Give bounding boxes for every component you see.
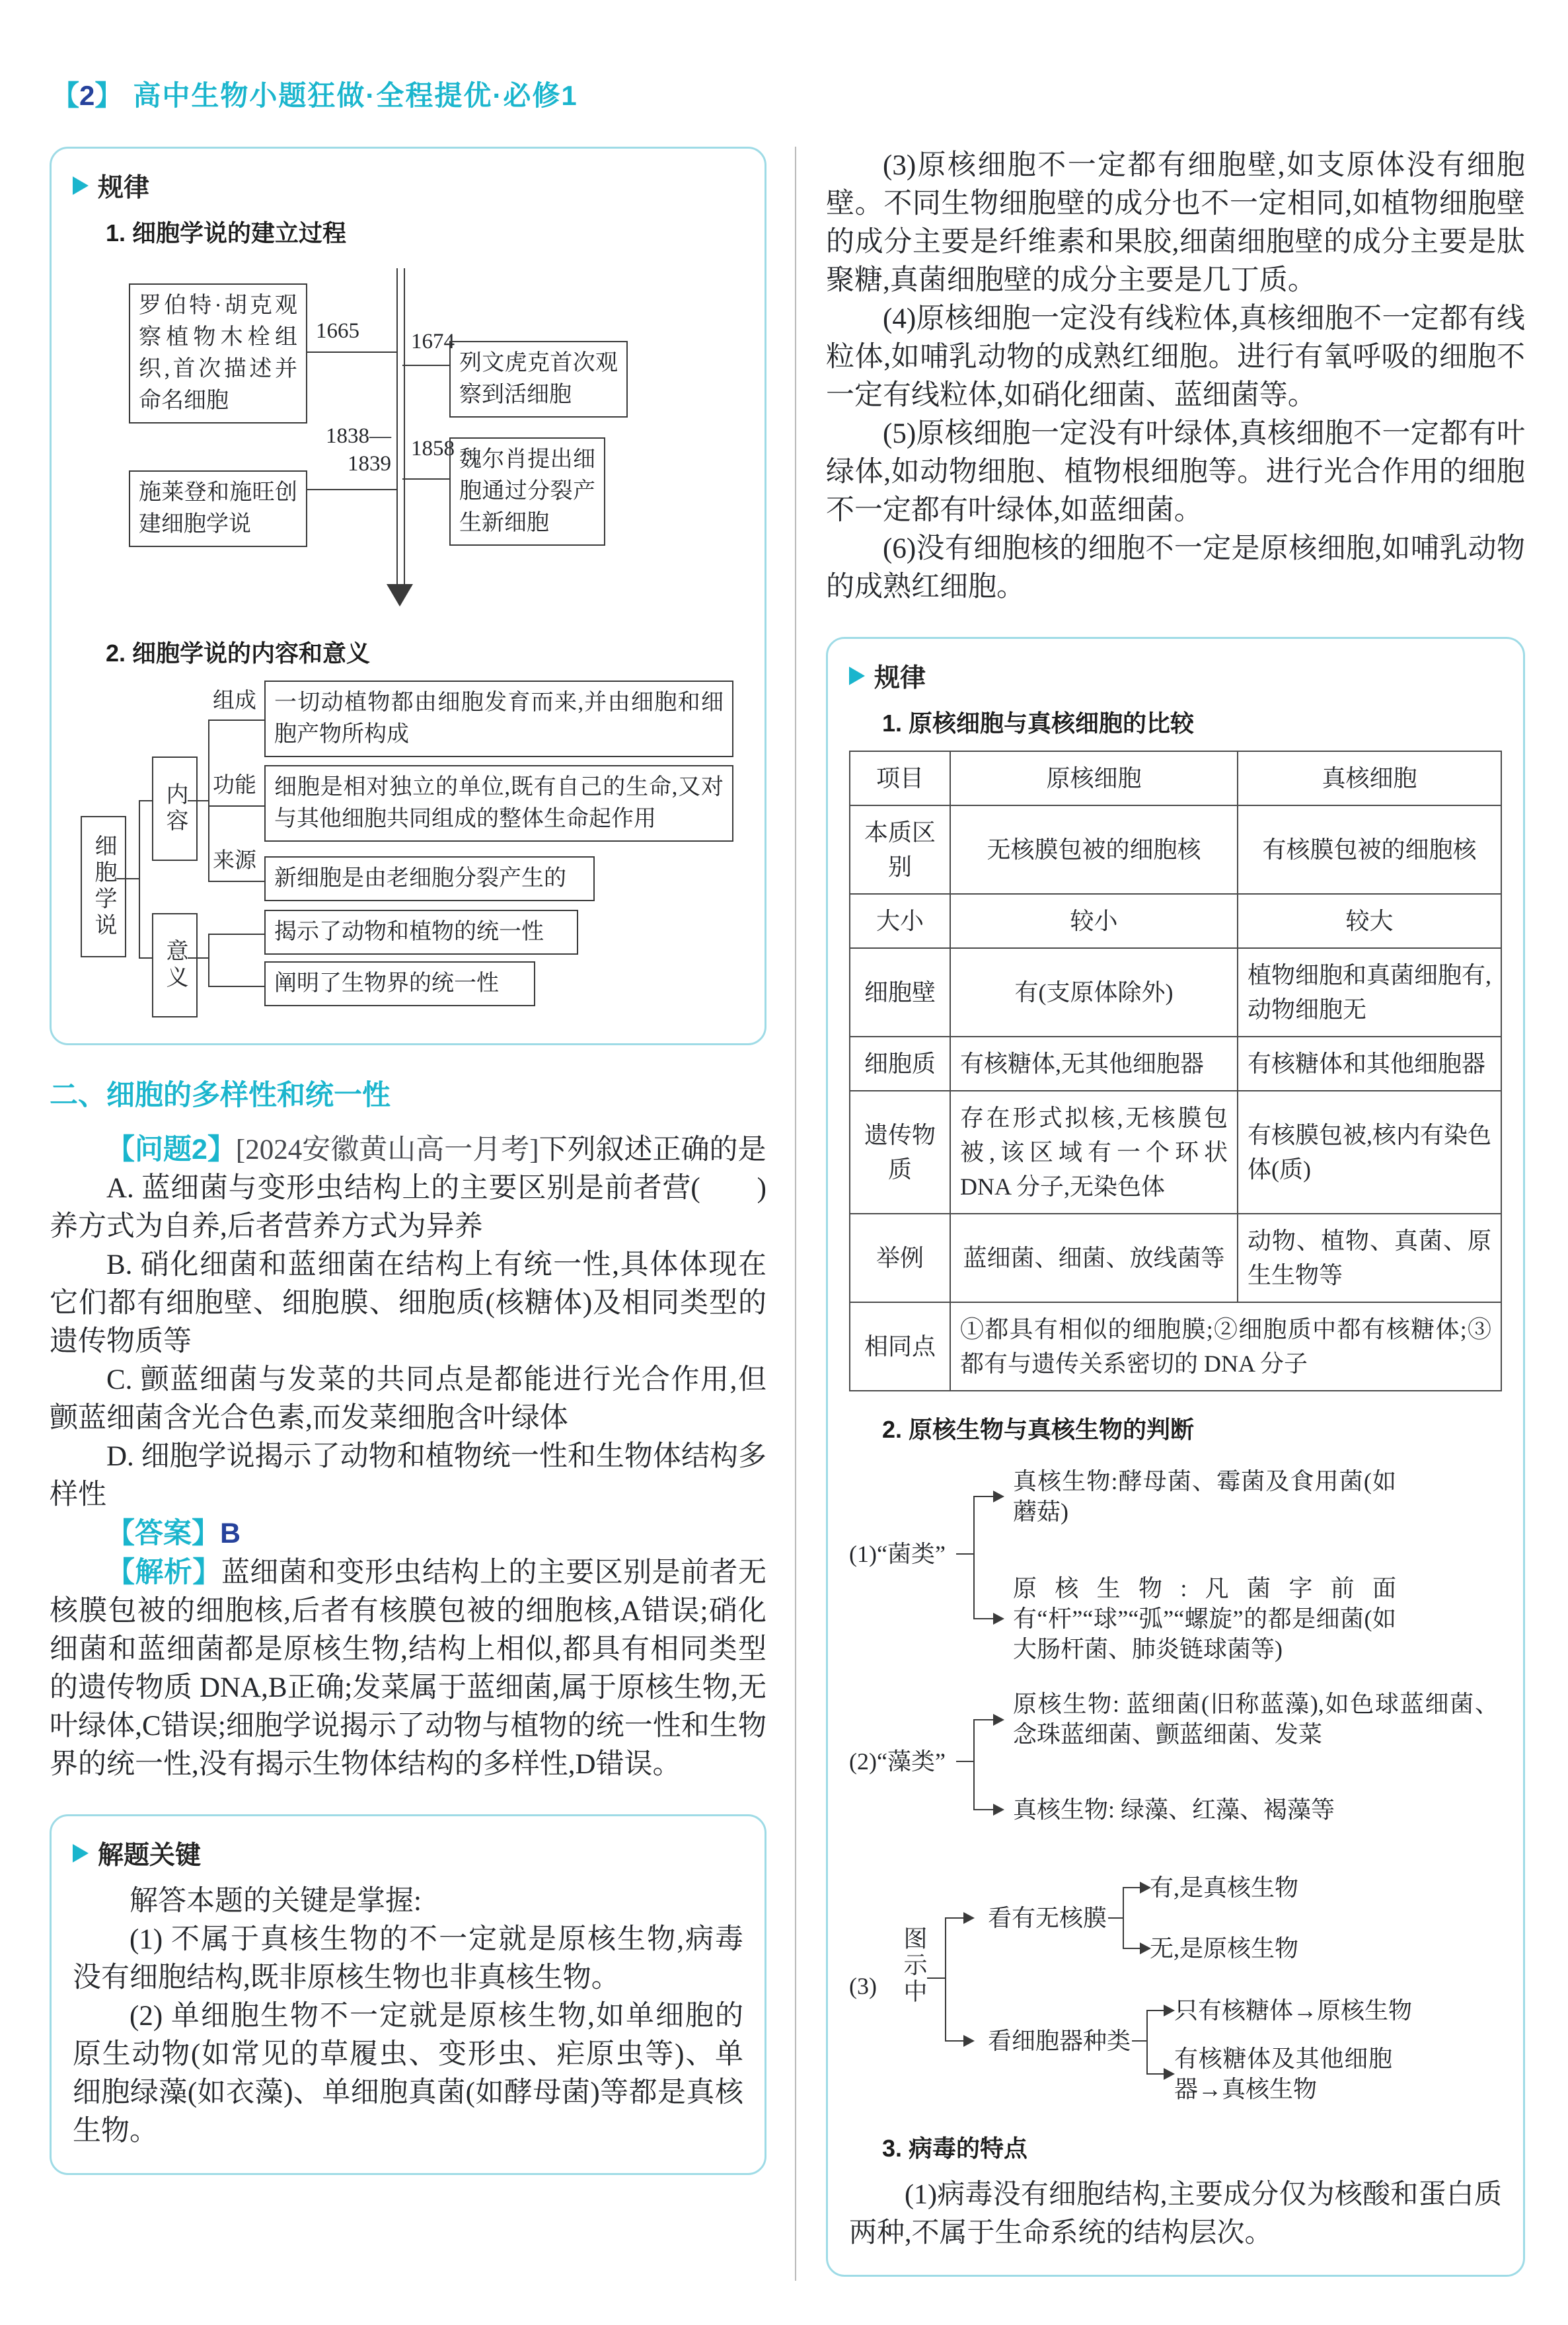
note-paragraph-4: (4)原核细胞一定没有线粒体,真核细胞不一定都有线粒体,如哺乳动物的成熟红细胞。进行有氧呼吸的细胞不一定有线粒体,如硝化细菌、蓝细菌等。 [826, 303, 1525, 411]
connector-line [139, 800, 152, 801]
diagram-judgment-tree [849, 1860, 1502, 2121]
key-point-1: (1) 不属于真核生物的不一定就是原核生物,病毒没有细胞结构,既非原核生物也非真核生物。 [73, 1924, 743, 1993]
analysis-paragraph [50, 1553, 766, 1784]
tree3-label: (3) [849, 1973, 877, 1999]
branch-label-composition: 组成 [213, 689, 256, 713]
connector-line [1123, 1887, 1140, 1888]
table-header-eukaryote: 真核细胞 [1238, 751, 1501, 805]
tree3-result-no-membrane: 无,是原核生物 [1150, 1935, 1299, 1962]
analysis-tag: 【解析】 [106, 1557, 221, 1588]
question-source: [2024安徽黄山高一月考] [235, 1134, 539, 1165]
note-paragraph-5: (5)原核细胞一定没有叶绿体,真核细胞不一定都有叶绿体,如动物细胞、植物根细胞等。进行光合作用的细胞不一定都有叶绿体,如蓝细菌。 [826, 418, 1525, 526]
table-cell: 较大 [1238, 894, 1501, 948]
tree3-check-organelles: 看细胞器种类 [988, 2028, 1131, 2054]
table-cell: 动物、植物、真菌、原生生物等 [1238, 1214, 1501, 1302]
connector-line [402, 478, 449, 480]
cell-theory-timeline-diagram [73, 260, 743, 620]
flow-box-virchow: 魏尔肖提出细胞通过分裂产生新细胞 [449, 437, 605, 546]
rule2-item-1-title: 1. 原核细胞与真核细胞的比较 [882, 710, 1195, 737]
flow-box-schleiden-schwann: 施莱登和施旺创建细胞学说 [129, 470, 307, 547]
right-column [826, 147, 1525, 2277]
rule-item-1-title: 1. 细胞学说的建立过程 [106, 219, 347, 246]
connector-line [1123, 1888, 1124, 1948]
flow-box-hooke: 罗伯特·胡克观察植物木栓组织,首次描述并命名细胞 [129, 283, 307, 424]
table-row [850, 1037, 1501, 1091]
table-cell: 大小 [850, 894, 950, 948]
cell-theory-content-map [73, 681, 743, 1021]
play-arrow-icon [73, 176, 89, 195]
year-label-1674: 1674 [411, 330, 455, 353]
badge-bracket-right: 】 [94, 80, 123, 111]
arrow-right-icon [993, 1491, 1004, 1502]
year-label-1858: 1858 [411, 437, 455, 461]
connector-line [945, 1917, 963, 1919]
branch-label-function: 功能 [213, 774, 256, 797]
table-row [850, 948, 1501, 1037]
rule-label-text: 规律 [98, 174, 150, 202]
table-row [850, 1091, 1501, 1214]
arrow-right-icon [1164, 2005, 1175, 2016]
table-cell: 无核膜包被的细胞核 [950, 805, 1238, 894]
comparison-table [849, 751, 1502, 1391]
page-number-badge [52, 74, 122, 114]
table-cell: 有核膜包被的细胞核 [1238, 805, 1501, 894]
table-cell: 细胞质 [850, 1037, 950, 1091]
rule2-item-2-title: 2. 原核生物与真核生物的判断 [882, 1416, 1195, 1443]
table-cell: 举例 [850, 1214, 950, 1302]
arrow-right-icon [993, 1714, 1004, 1726]
connector-line [208, 720, 209, 882]
answer-tag: 【答案】 [106, 1518, 220, 1549]
analysis-text: 蓝细菌和变形虫结构上的主要区别是前者无核膜包被的细胞核,后者有核膜包被的细胞核,A错误;硝化细菌和蓝细菌都是原核生物,结构上相似,都具有相同类型的遗传物质 DNA,B正确;发菜属于蓝细菌,属于原核生物,无叶绿体,C错误;细胞学说揭示了动物与植物的统一性和生物界的统一性,没有揭示生物体结构的多样性,D错误。 [50, 1557, 767, 1780]
connector-line [307, 351, 396, 353]
answer-letter: B [220, 1518, 241, 1549]
year-label-1838-1839: 1838—1839 [326, 424, 391, 476]
key-points-box [50, 1814, 766, 2175]
tree1-branch-prokaryote: 原核生物:凡菌字前面有“杆”“球”“弧”“螺旋”的都是细菌(如大肠杆菌、肺炎链球菌等) [1013, 1575, 1396, 1662]
map-node-content: 内容 [152, 757, 198, 861]
map-text-meaning-2: 阐明了生物界的统一性 [264, 961, 535, 1006]
connector-line [208, 986, 264, 987]
key-label-text: 解题关键 [98, 1841, 202, 1870]
table-cell: 较小 [950, 894, 1238, 948]
connector-line [208, 934, 264, 935]
connector-line [208, 881, 264, 882]
connector-line [956, 1761, 973, 1762]
table-cell: 有(支原体除外) [950, 948, 1238, 1037]
rule-label-text: 规律 [874, 664, 926, 692]
rule-box-cell-theory [50, 147, 766, 1045]
key-intro: 解答本题的关键是掌握: [130, 1886, 422, 1917]
table-cell: 本质区别 [850, 805, 950, 894]
option-c: C. 颤蓝细菌与发菜的共同点是都能进行光合作用,但颤蓝细菌含光合色素,而发菜细胞含叶绿体 [50, 1364, 766, 1434]
tree1-branch-eukaryote: 真核生物:酵母菌、霉菌及食用菌(如蘑菇) [1013, 1468, 1396, 1525]
table-row [850, 1214, 1501, 1302]
answer-blank: ( ) [691, 1173, 766, 1204]
arrow-right-icon [993, 1804, 1004, 1816]
map-text-origin: 新细胞是由老细胞分裂产生的 [264, 856, 595, 901]
badge-bracket-left: 【 [52, 80, 80, 111]
table-cell: 存在形式拟核,无核膜包被,该区域有一个环状 DNA 分子,无染色体 [950, 1091, 1238, 1214]
connector-line [973, 1618, 993, 1619]
play-arrow-icon [849, 667, 865, 685]
answer-line [50, 1514, 766, 1553]
map-root-cell-theory: 细胞学说 [81, 816, 126, 957]
table-header-row [850, 751, 1501, 805]
connector-line [1146, 2011, 1148, 2074]
tree1-label: (1)“菌类” [849, 1541, 946, 1567]
connector-line [188, 957, 208, 959]
key-point-2: (2) 单细胞生物不一定就是原核生物,如单细胞的原生动物(如常见的草履虫、变形虫、疟原虫等)、单细胞绿藻(如衣藻)、单细胞真菌(如酵母菌)等都是真核生物。 [73, 2001, 743, 2147]
connector-line [402, 365, 449, 366]
rule-item-2-title: 2. 细胞学说的内容和意义 [106, 640, 371, 667]
table-cell: 相同点 [850, 1302, 950, 1391]
connector-line [945, 2040, 963, 2042]
virus-paragraph: (1)病毒没有细胞结构,主要成分仅为核酸和蛋白质两种,不属于生命系统的结构层次。 [849, 2180, 1502, 2248]
table-cell: 有核糖体和其他细胞器 [1238, 1037, 1501, 1091]
arrow-right-icon [993, 1613, 1004, 1625]
arrow-right-icon [963, 1912, 975, 1924]
connector-line [945, 1918, 946, 2041]
connector-line [1146, 2010, 1164, 2011]
question-stem-text: 下列叙述正确的是 [539, 1134, 766, 1165]
tree3-result-other-organelles: 有核糖体及其他细胞器→真核生物 [1174, 2046, 1392, 2102]
connector-line [973, 1719, 993, 1720]
connector-line [973, 1496, 975, 1619]
table-header-prokaryote: 原核细胞 [950, 751, 1238, 805]
connector-line [1108, 1917, 1123, 1919]
tree2-branch-eukaryote: 真核生物: 绿藻、红藻、褐藻等 [1013, 1796, 1335, 1823]
tree2-label: (2)“藻类” [849, 1748, 946, 1775]
table-cell: 遗传物质 [850, 1091, 950, 1214]
question-tag: 【问题2】 [106, 1134, 236, 1165]
map-node-meaning: 意义 [152, 913, 198, 1017]
book-title: 高中生物小题狂做·全程提优·必修1 [133, 80, 578, 111]
connector-line [973, 1496, 993, 1497]
tree3-root: 图示中 [901, 1926, 927, 2005]
connector-line [208, 720, 264, 721]
rule-box-prokaryote-eukaryote [826, 637, 1525, 2277]
rule-box-label [849, 657, 1502, 694]
connector-line [139, 957, 152, 959]
flow-box-leeuwenhoek: 列文虎克首次观察到活细胞 [449, 341, 628, 418]
table-cell: 植物细胞和真菌细胞有,动物细胞无 [1238, 948, 1501, 1037]
left-column [50, 147, 766, 2175]
option-a: A. 蓝细菌与变形虫结构上的主要区别是前者营养方式为自养,后者营养方式为异养 [50, 1173, 691, 1242]
map-text-meaning-1: 揭示了动物和植物的统一性 [264, 910, 578, 955]
connector-line [1132, 2040, 1146, 2042]
column-divider [795, 147, 796, 2281]
option-b: B. 硝化细菌和蓝细菌在结构上有统一性,具体体现在它们都有细胞壁、细胞膜、细胞质(核糖体)及相同类型的遗传物质等 [50, 1249, 766, 1357]
connector-line [956, 1553, 973, 1555]
connector-line [1123, 1948, 1140, 1949]
branch-label-origin: 来源 [213, 849, 256, 873]
table-header-item: 项目 [850, 751, 950, 805]
arrow-right-icon [1164, 2068, 1175, 2080]
table-cell: 细胞壁 [850, 948, 950, 1037]
connector-line [139, 801, 140, 958]
table-cell: 蓝细菌、细菌、放线菌等 [950, 1214, 1238, 1302]
note-paragraph-3: (3)原核细胞不一定都有细胞壁,如支原体没有细胞壁。不同生物细胞壁的成分也不一定相同,如植物细胞壁的成分主要是纤维素和果胶,细菌细胞壁的成分主要是肽聚糖,真菌细胞壁的成分主要是几丁质。 [826, 150, 1525, 296]
arrow-right-icon [963, 2035, 975, 2047]
connector-line [927, 1977, 945, 1979]
connector-line [208, 934, 209, 987]
algae-judgment-tree [849, 1685, 1502, 1851]
fungi-judgment-tree [849, 1457, 1502, 1676]
map-text-composition: 一切动植物都由细胞发育而来,并由细胞和细胞产物所构成 [264, 681, 733, 757]
map-text-function: 细胞是相对独立的单位,既有自己的生命,又对与其他细胞共同组成的整体生命起作用 [264, 765, 733, 842]
option-d: D. 细胞学说揭示了动物和植物统一性和生物体结构多样性 [50, 1441, 766, 1510]
table-cell-similarities: ①都具有相似的细胞膜;②细胞质中都有核糖体;③都有与遗传关系密切的 DNA 分子 [950, 1302, 1501, 1391]
connector-line [116, 878, 139, 879]
connector-line [188, 800, 208, 801]
tree3-result-ribosome-only: 只有核糖体→原核生物 [1174, 1997, 1413, 2024]
table-row [850, 805, 1501, 894]
table-row [850, 894, 1501, 948]
key-box-label [73, 1835, 743, 1872]
table-row-similarities [850, 1302, 1501, 1391]
page-number: 2 [79, 80, 95, 111]
section-heading: 二、细胞的多样性和统一性 [50, 1080, 391, 1111]
rule-box-label [73, 167, 743, 204]
connector-line [1146, 2073, 1164, 2075]
tree3-check-nuclear-membrane: 看有无核膜 [988, 1905, 1107, 1931]
timeline-axis [396, 268, 405, 584]
connector-line [307, 489, 396, 490]
connector-line [208, 805, 264, 807]
page-header [52, 74, 578, 114]
table-cell: 有核糖体,无其他细胞器 [950, 1037, 1238, 1091]
rule2-item-3-title: 3. 病毒的特点 [882, 2135, 1028, 2162]
table-cell: 有核膜包被,核内有染色体(质) [1238, 1091, 1501, 1214]
year-label-1665: 1665 [316, 319, 359, 343]
connector-line [973, 1809, 993, 1810]
tree3-result-has-membrane: 有,是真核生物 [1150, 1874, 1299, 1901]
timeline-arrowhead-icon [387, 584, 413, 607]
connector-line [973, 1720, 975, 1810]
tree2-branch-prokaryote: 原核生物: 蓝细菌(旧称蓝藻),如色球蓝细菌、念珠蓝细菌、颤蓝细菌、发菜 [1013, 1691, 1499, 1748]
play-arrow-icon [73, 1844, 89, 1863]
question-stem [50, 1130, 766, 1204]
note-paragraph-6: (6)没有细胞核的细胞不一定是原核细胞,如哺乳动物的成熟红细胞。 [826, 533, 1525, 603]
